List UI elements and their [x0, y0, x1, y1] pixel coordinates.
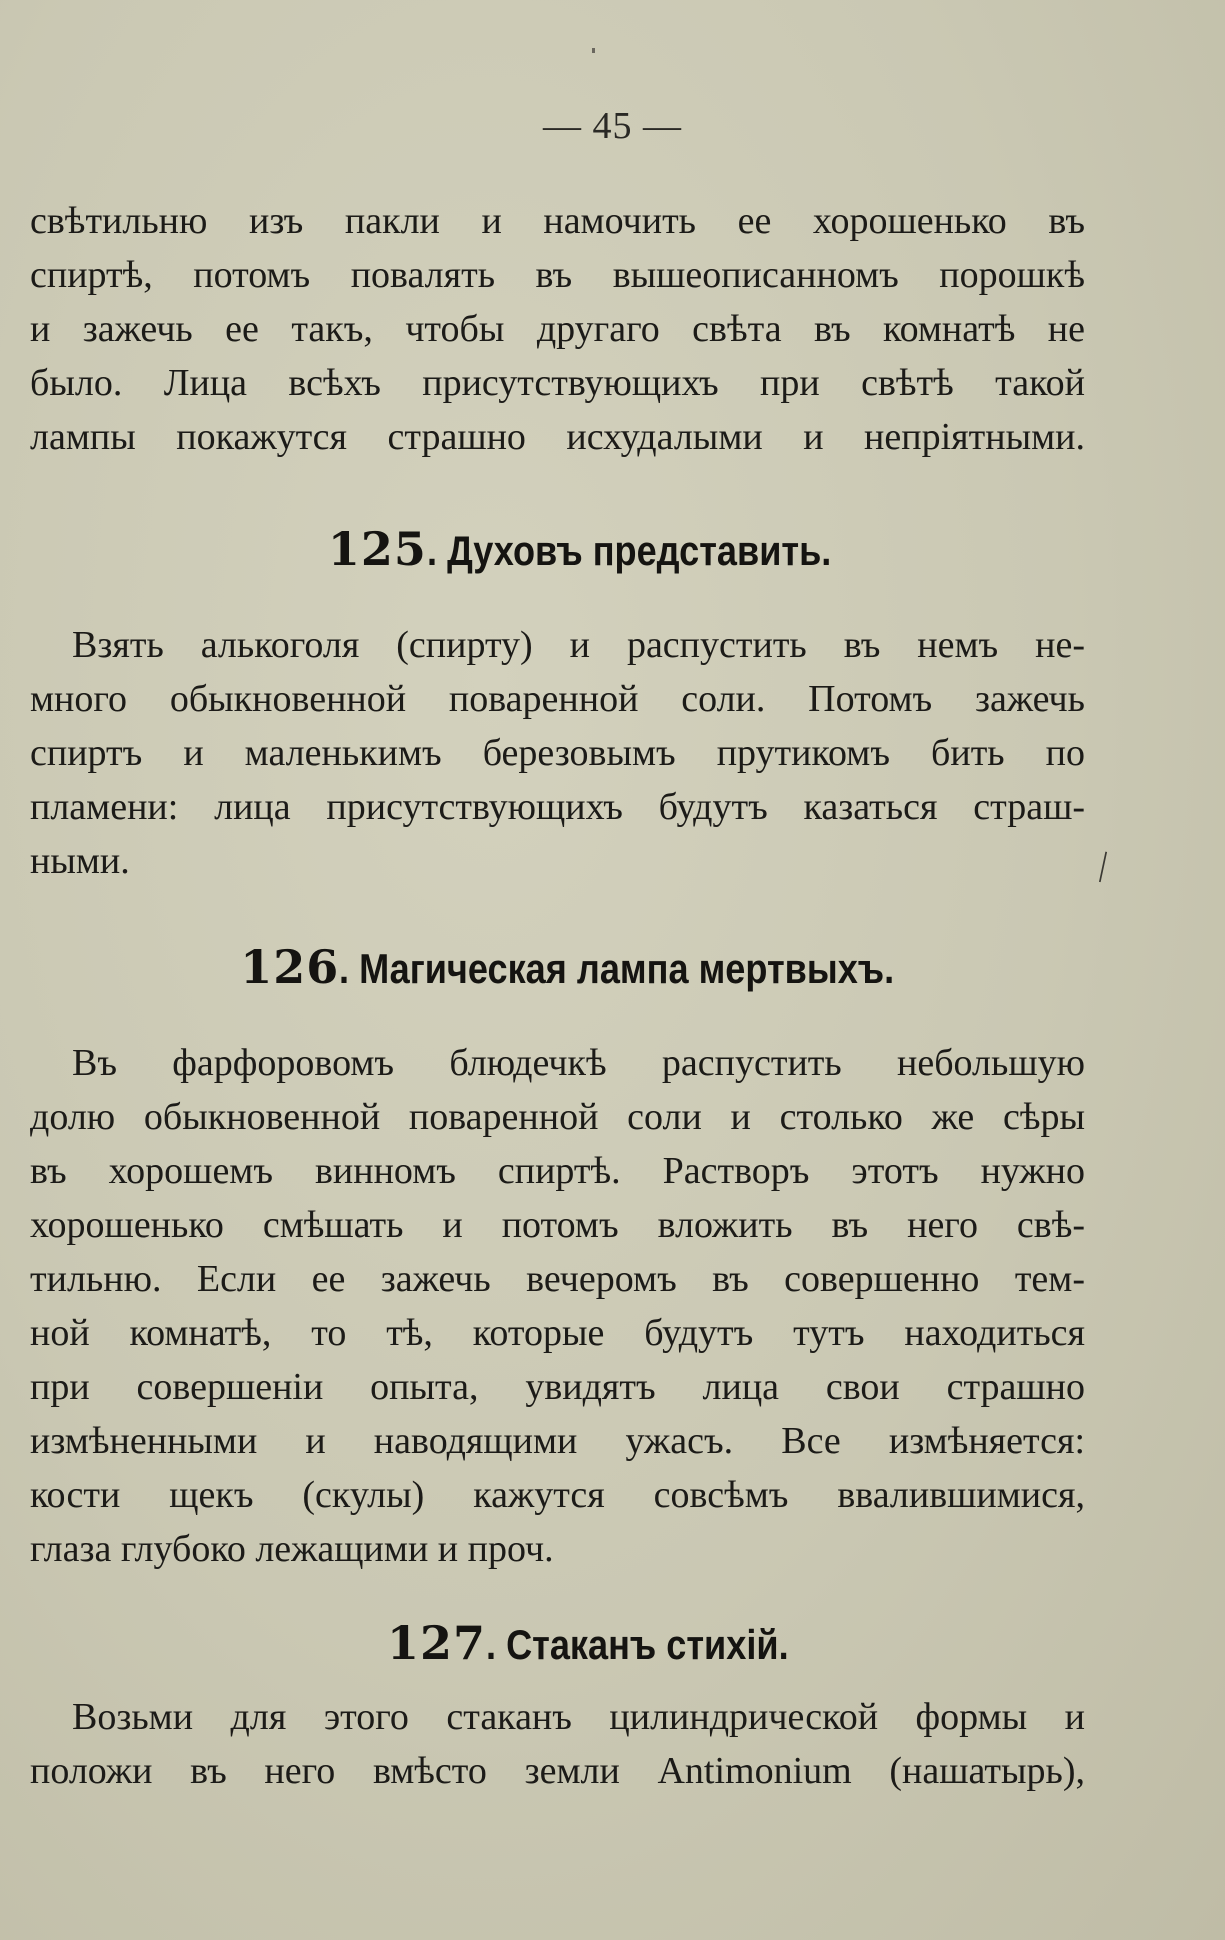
text-line: долю обыкновенной поваренной соли и столько же сѣры: [30, 1096, 1085, 1138]
text-line: пламени: лица присутствующихъ будутъ казаться страш-: [30, 786, 1085, 828]
continuation-paragraph: [30, 194, 1085, 464]
section-title: . Стаканъ стихій.: [486, 1621, 789, 1668]
section-number: 127: [387, 1616, 487, 1670]
section-127-body: [30, 1690, 1085, 1798]
text-line: измѣненными и наводящими ужасъ. Все измѣняется:: [30, 1420, 1085, 1462]
text-line: свѣтильню изъ пакли и намочить ее хорошенько въ: [30, 200, 1085, 242]
section-number: 125: [327, 522, 427, 576]
text-line: тильню. Если ее зажечь вечеромъ въ совершенно тем-: [30, 1258, 1085, 1300]
text-line: хорошенько смѣшать и потомъ вложить въ него свѣ-: [30, 1204, 1085, 1246]
text-line: лампы покажутся страшно исхудалыми и непріятными.: [30, 416, 1085, 458]
section-127-heading: [0, 1616, 1225, 1670]
section-title: . Магическая лампа мертвыхъ.: [339, 945, 895, 992]
section-title: . Духовъ представить.: [426, 527, 832, 574]
text-line: спиртѣ, потомъ повалять въ вышеописанномъ порошкѣ: [30, 254, 1085, 296]
text-line: много обыкновенной поваренной соли. Потомъ зажечь: [30, 678, 1085, 720]
text-line: и зажечь ее такъ, чтобы другаго свѣта въ комнатѣ не: [30, 308, 1085, 350]
section-number: 126: [240, 940, 340, 994]
text-line: спиртъ и маленькимъ березовымъ прутикомъ бить по: [30, 732, 1085, 774]
text-line: было. Лица всѣхъ присутствующихъ при свѣтѣ такой: [30, 362, 1085, 404]
text-line: ной комнатѣ, то тѣ, которые будутъ тутъ находиться: [30, 1312, 1085, 1354]
page-number: — 45 —: [543, 105, 682, 147]
stray-ink-mark: |: [1096, 845, 1111, 884]
text-line: глаза глубоко лежащими и проч.: [30, 1528, 554, 1570]
text-line: Въ фарфоровомъ блюдечкѣ распустить небольшую: [72, 1042, 1085, 1084]
section-126-body: [30, 1036, 1085, 1576]
text-line: положи въ него вмѣсто земли Antimonium (нашатырь),: [30, 1750, 1085, 1792]
text-line: кости щекъ (скулы) кажутся совсѣмъ ввалившимися,: [30, 1474, 1085, 1516]
stray-ink-dot: [592, 48, 595, 53]
text-line: при совершеніи опыта, увидятъ лица свои страшно: [30, 1366, 1085, 1408]
text-line: Взять алькоголя (спирту) и распустить въ немъ не-: [72, 624, 1085, 666]
text-line: въ хорошемъ винномъ спиртѣ. Растворъ этотъ нужно: [30, 1150, 1085, 1192]
section-125-body: [30, 618, 1085, 888]
text-line: Возьми для этого стаканъ цилиндрической формы и: [72, 1696, 1085, 1738]
section-125-heading: [0, 522, 1225, 576]
section-126-heading: [0, 940, 1225, 994]
text-line: ными.: [30, 840, 130, 882]
